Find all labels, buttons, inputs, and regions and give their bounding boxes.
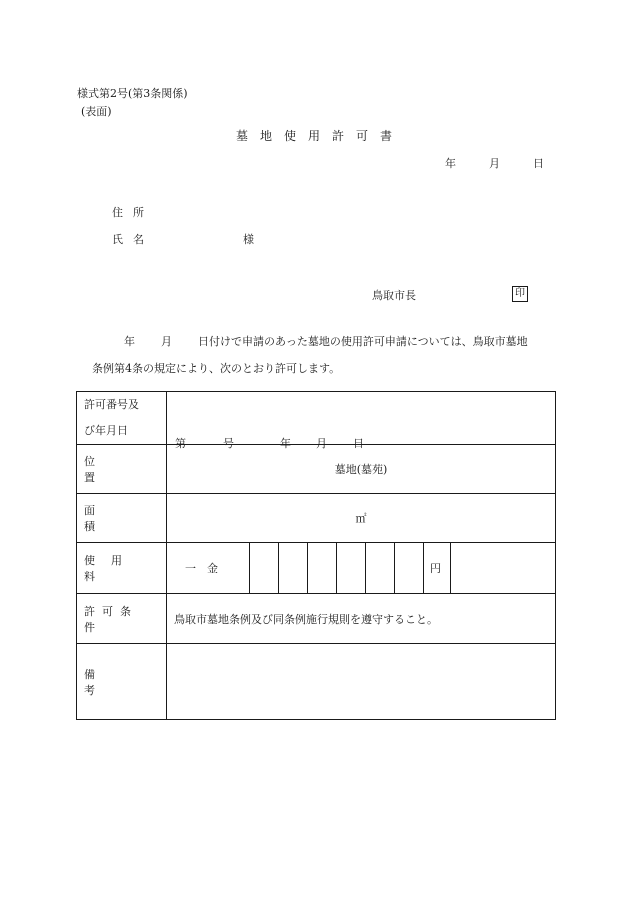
remarks-row <box>77 644 556 720</box>
fee-digit-box <box>337 543 366 593</box>
area-value: ㎡ <box>167 494 556 543</box>
fee-prefix: 一 金 <box>167 543 250 593</box>
permit-day: 日 <box>353 437 364 450</box>
area-label: 面積 <box>77 494 167 543</box>
fee-digit-box <box>366 543 395 593</box>
permit-year: 年 <box>280 437 291 450</box>
conditions-value: 鳥取市墓地条例及び同条例施行規則を遵守すること。 <box>167 594 556 644</box>
permit-month: 月 <box>316 437 327 450</box>
fee-cell <box>167 543 556 594</box>
permit-number-cell <box>167 392 556 450</box>
location-label: 位置 <box>77 445 167 494</box>
permit-number-label <box>77 392 167 445</box>
issuer-title: 鳥取市長 <box>372 289 416 302</box>
fee-digit-box <box>279 543 308 593</box>
fee-unit: 円 <box>424 543 451 593</box>
permit-label-line2: び年月日 <box>84 424 128 437</box>
permit-table <box>76 391 556 720</box>
conditions-row <box>77 594 556 644</box>
body-month: 月 <box>161 335 172 348</box>
fee-row <box>77 543 556 594</box>
fee-digit-box <box>250 543 279 593</box>
fee-blank <box>451 543 555 593</box>
address-label: 住所 <box>112 206 154 219</box>
permit-number-row <box>77 392 556 445</box>
fee-digit-box <box>308 543 337 593</box>
permit-dai: 第 <box>175 437 186 450</box>
conditions-label: 許可条件 <box>77 594 167 644</box>
date-month-label: 月 <box>489 157 500 170</box>
fee-digit-box <box>395 543 424 593</box>
location-row <box>77 445 556 494</box>
remarks-label: 備考 <box>77 644 167 720</box>
date-year-label: 年 <box>445 157 456 170</box>
seal-mark: 印 <box>512 286 528 302</box>
body-line1-rest: 日付けで申請のあった墓地の使用許可申請については、鳥取市墓地 <box>198 335 528 348</box>
honorific: 様 <box>243 233 254 246</box>
remarks-value <box>167 644 556 720</box>
side-label: (表面) <box>81 105 112 118</box>
form-number: 様式第2号(第3条関係) <box>77 87 188 100</box>
date-day-label: 日 <box>533 157 544 170</box>
name-label: 氏名 <box>112 233 154 246</box>
issue-date <box>445 155 544 171</box>
fee-label: 使用料 <box>77 543 167 594</box>
body-text-line-2: 条例第4条の規定により、次のとおり許可します。 <box>92 362 341 375</box>
permit-go: 号 <box>223 437 234 450</box>
location-value: 墓地(墓苑) <box>167 445 556 494</box>
body-text-line-1 <box>124 333 528 349</box>
permit-label-line1: 許可番号及 <box>84 398 139 411</box>
body-year: 年 <box>124 335 135 348</box>
document-title: 墓地使用許可書 <box>236 129 405 143</box>
area-row <box>77 494 556 543</box>
